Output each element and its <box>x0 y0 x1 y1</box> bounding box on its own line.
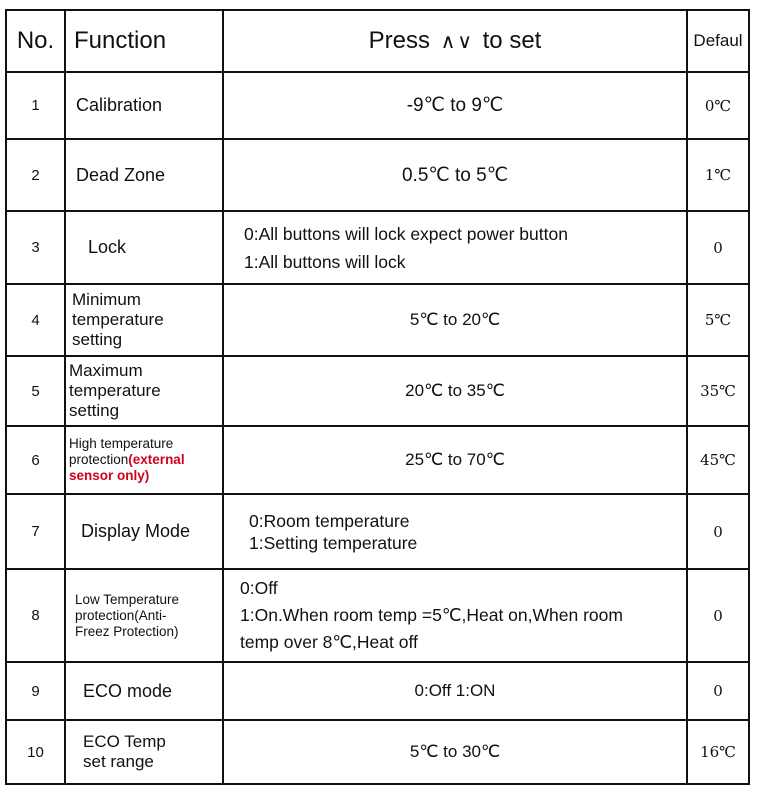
row-no: 3 <box>6 211 65 284</box>
function-note-red: (external <box>128 452 185 467</box>
row-setting <box>223 569 687 662</box>
row-default: 0℃ <box>687 72 749 139</box>
table-row <box>6 356 749 426</box>
table-row <box>6 426 749 494</box>
row-default: 0 <box>687 494 749 569</box>
row-default: 0 <box>687 662 749 720</box>
up-arrow-icon: ∧ <box>440 31 456 53</box>
function-note-red: sensor only) <box>69 468 150 483</box>
row-function: Lock <box>65 211 223 284</box>
row-setting: -9℃ to 9℃ <box>223 72 687 139</box>
table-row <box>6 569 749 662</box>
row-function: Display Mode <box>65 494 223 569</box>
header-function: Function <box>65 10 223 72</box>
setting-line: 0:Room temperature <box>249 510 410 531</box>
function-line: Freez Protection) <box>75 623 179 639</box>
row-function: ECO mode <box>65 662 223 720</box>
row-default: 5℃ <box>687 284 749 356</box>
row-no: 4 <box>6 284 65 356</box>
table-row <box>6 211 749 284</box>
row-default: 0 <box>687 569 749 662</box>
row-function <box>65 426 223 494</box>
function-line: protection(Anti- <box>75 607 167 623</box>
table-row <box>6 494 749 569</box>
row-function: Dead Zone <box>65 139 223 211</box>
row-no: 6 <box>6 426 65 494</box>
function-line: set range <box>83 752 154 771</box>
function-line: setting <box>72 330 123 349</box>
setting-line: temp over 8℃,Heat off <box>240 632 418 652</box>
row-function <box>65 356 223 426</box>
row-no: 1 <box>6 72 65 139</box>
setting-line: 1:All buttons will lock <box>244 251 406 272</box>
function-line: setting <box>69 401 120 420</box>
table-header-row <box>6 10 749 72</box>
row-no: 9 <box>6 662 65 720</box>
header-to-set-label: to set <box>482 27 542 54</box>
row-setting: 0:Off 1:ON <box>223 662 687 720</box>
header-default: Defaul <box>687 10 749 72</box>
header-press-to-set <box>223 10 687 72</box>
function-line: temperature <box>69 381 161 400</box>
table-row <box>6 139 749 211</box>
row-no: 5 <box>6 356 65 426</box>
function-line: Maximum <box>69 361 143 380</box>
table-row <box>6 720 749 784</box>
down-arrow-icon: ∨ <box>457 31 472 53</box>
row-function <box>65 284 223 356</box>
row-default: 0 <box>687 211 749 284</box>
row-default: 1℃ <box>687 139 749 211</box>
row-no: 8 <box>6 569 65 662</box>
setting-line: 0:Off <box>240 578 278 598</box>
row-default: 16℃ <box>687 720 749 784</box>
function-line: Low Temperature <box>75 591 180 607</box>
row-setting: 5℃ to 30℃ <box>223 720 687 784</box>
row-setting: 25℃ to 70℃ <box>223 426 687 494</box>
row-setting <box>223 211 687 284</box>
row-no: 7 <box>6 494 65 569</box>
settings-table <box>5 9 750 785</box>
row-function: Calibration <box>65 72 223 139</box>
table-row <box>6 284 749 356</box>
row-default: 45℃ <box>687 426 749 494</box>
table-row <box>6 72 749 139</box>
setting-line: 0:All buttons will lock expect power button <box>244 223 568 244</box>
row-function <box>65 720 223 784</box>
function-line: protection <box>69 452 129 467</box>
header-no: No. <box>6 10 65 72</box>
function-line: High temperature <box>69 436 174 451</box>
row-default: 35℃ <box>687 356 749 426</box>
row-no: 2 <box>6 139 65 211</box>
table-row <box>6 662 749 720</box>
row-setting: 0.5℃ to 5℃ <box>223 139 687 211</box>
row-setting <box>223 494 687 569</box>
setting-line: 1:Setting temperature <box>249 532 418 553</box>
setting-line: 1:On.When room temp =5℃,Heat on,When room <box>240 605 623 625</box>
row-function <box>65 569 223 662</box>
function-line: ECO Temp <box>83 732 166 751</box>
row-setting: 20℃ to 35℃ <box>223 356 687 426</box>
function-line: temperature <box>72 310 164 329</box>
header-press-label: Press <box>368 27 431 54</box>
row-setting: 5℃ to 20℃ <box>223 284 687 356</box>
row-no: 10 <box>6 720 65 784</box>
function-line: Minimum <box>72 290 141 309</box>
